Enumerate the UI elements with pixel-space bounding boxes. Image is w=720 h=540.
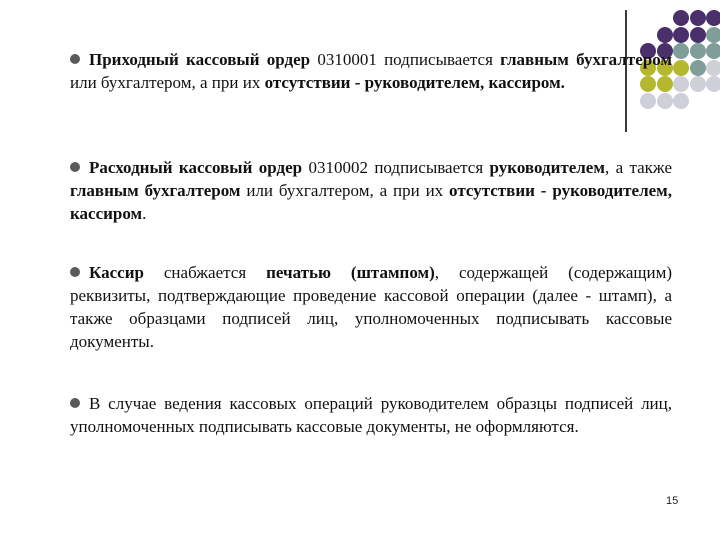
paragraph-1 xyxy=(70,48,672,94)
decorative-dot xyxy=(706,76,720,92)
decorative-dot xyxy=(706,60,720,76)
text-run: 0310002 подписывается xyxy=(302,158,490,177)
paragraph-1-text xyxy=(70,50,672,92)
decorative-dot xyxy=(673,43,689,59)
page-number: 15 xyxy=(666,495,679,507)
bullet-icon xyxy=(70,54,80,64)
paragraph-3 xyxy=(70,261,672,353)
decorative-dot xyxy=(673,93,689,109)
decorative-dot xyxy=(673,10,689,26)
decorative-dot xyxy=(690,60,706,76)
bullet-icon xyxy=(70,398,80,408)
paragraph-4 xyxy=(70,392,672,438)
decorative-dot xyxy=(706,27,720,43)
paragraph-4-text xyxy=(70,394,672,436)
text-run: или бухгалтером, а при их xyxy=(240,181,450,200)
decorative-dot xyxy=(690,76,706,92)
text-run: печатью (штампом) xyxy=(266,263,435,282)
text-run: отсутствии - руководителем, кассиром. xyxy=(264,73,565,92)
text-run: главным бухгалтером xyxy=(70,181,241,200)
decorative-dot xyxy=(673,60,689,76)
decorative-dot xyxy=(690,27,706,43)
text-run: 0310001 подписывается xyxy=(310,50,501,69)
decorative-dot xyxy=(673,76,689,92)
text-run: В случае ведения кассовых операций руководителем образцы подписей лиц, уполномоченных подписывать кассовые документы, не оформляются. xyxy=(70,394,672,436)
text-run: отсутствии - руководителем, кассиром xyxy=(70,181,672,223)
decorative-dot xyxy=(706,43,720,59)
text-run: , а также xyxy=(604,158,672,177)
decorative-dot xyxy=(640,93,656,109)
decorative-dot xyxy=(690,10,706,26)
paragraph-2-text xyxy=(70,158,672,223)
text-run: Приходный кассовый ордер xyxy=(89,50,311,69)
text-run: , содержащей (содержащим) реквизиты, подтверждающие проведение кассовой операции (далее - штамп), а также образцами подписей лиц, уполномоченных подписывать кассовые документы. xyxy=(70,263,672,351)
text-run: снабжается xyxy=(143,263,267,282)
text-run: руководителем xyxy=(489,158,605,177)
bullet-icon xyxy=(70,267,80,277)
text-run: . xyxy=(142,204,147,223)
text-run: или бухгалтером, а при их xyxy=(70,73,265,92)
paragraph-3-text xyxy=(70,263,672,351)
bullet-icon xyxy=(70,162,80,172)
decorative-dot xyxy=(673,27,689,43)
text-run: Расходный кассовый ордер xyxy=(89,158,303,177)
paragraph-2 xyxy=(70,156,672,225)
decorative-dot xyxy=(690,43,706,59)
decorative-dot xyxy=(657,93,673,109)
text-run: главным бухгалтером xyxy=(500,50,672,69)
decorative-dot xyxy=(657,27,673,43)
decorative-dot xyxy=(706,10,720,26)
text-run: Кассир xyxy=(89,263,144,282)
